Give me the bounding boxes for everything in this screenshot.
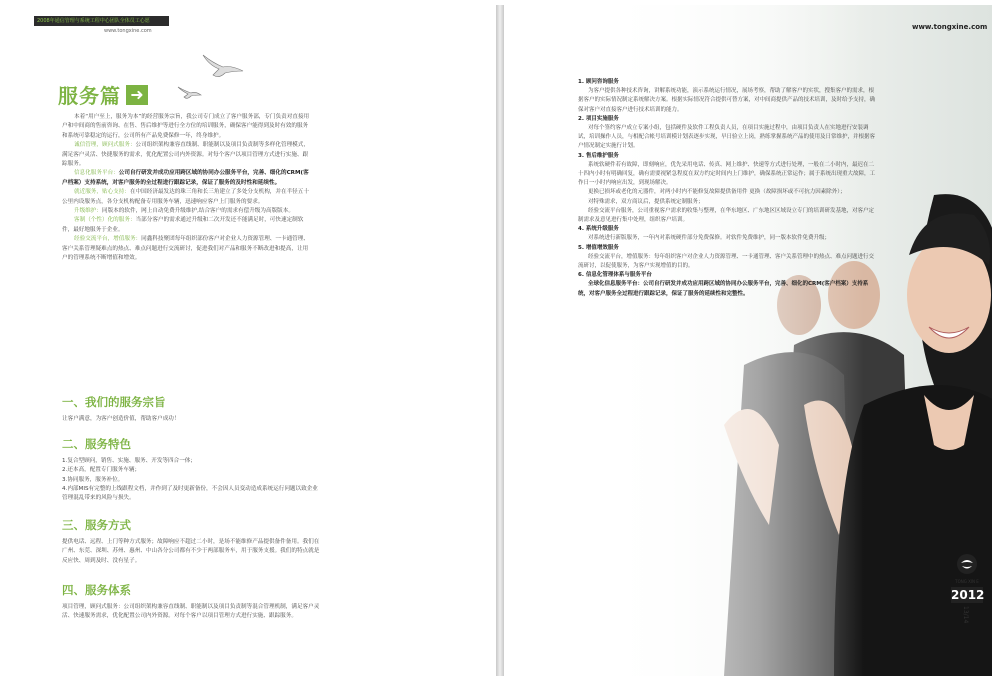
right-page [504, 5, 992, 676]
left-page [8, 5, 496, 676]
section-heading: 四、服务体系 [62, 583, 131, 597]
intro-text-run: 升级维护： [74, 208, 102, 215]
logo-block [951, 553, 983, 623]
company-logo-icon [956, 553, 978, 575]
service-text: 为客户提供各种技术咨询，讲解系统功能，演示系统运行情况，展场考察，帮助了解客户的实状，搜集客户的需求，根据客户的实际情况制定系统解决方案。根据实际情况符合提供可替方案，对中间商提供产品的技术培训，及时给予支持，确保对客户对直接客户进行技术培训的能力。 [578, 88, 876, 113]
section-line: 提供电话、远程、上门等种方式服务；故障响应不超过二小时，是场不能维修产品提供备件备用。我们在广州、东莞、深圳、苏州、惠州、中山各分公司都有不少于两部服务车，用于服务支援。我们的特点就是反应快、周到及时、没有星子。 [62, 539, 320, 564]
section-purpose [62, 394, 322, 424]
service-heading: 1. 顾问咨询服务 [578, 79, 619, 85]
section-body [62, 603, 322, 622]
section-methods [62, 517, 322, 566]
website-url: www.tongxine.com [912, 23, 988, 31]
section-system [62, 582, 322, 622]
section-line: 4.内部MIS有完整的上线跟程文档，并作到了及时更新备份，不会因人员变动造成系统运行问题以致企业管理混乱带来的风险与损失。 [62, 485, 318, 502]
intro-paragraph [62, 188, 312, 207]
intro-paragraph [62, 207, 312, 216]
intro-paragraph [62, 141, 312, 169]
header-bar: 2008年通信管理与系统工程中心团队全体员工心愿 [34, 16, 169, 26]
section-features [62, 436, 322, 503]
intro-paragraph [62, 216, 312, 235]
section-line: 3.协同服务，服务补位。 [62, 476, 124, 483]
seagulls-illustration [173, 45, 273, 105]
intro-text-run: 在中国经济最发达的珠三角和长三角建立了多处分支机构，并在半径五十公里内设服务点，各分支机构配备专用服务车辆，迅速响应客户上门服务的要求。 [62, 189, 309, 205]
service-heading: 4. 系统升级服务 [578, 226, 619, 233]
page-title [58, 80, 148, 109]
service-heading: 6. 信息化管理体系与服务平台 [578, 272, 652, 279]
service-text: 系统软硬件若有故障，即刻响应，优先采用电话、传真、网上维护、快速等方式进行处理，一般在二小时内，最迟在二十四内小时有明确回复，确有需要视紧急程度在双方约定时间内上门维护，确保系统正常运作；属于系统出现重大故障，工作日一小时内响应出发，到现场解决。 [578, 161, 876, 187]
intro-text-run: 公司组织架构兼容直线制、职能制以及项目负责制等多样化管理模式，满足客户灵活、快捷服务的需求，优化配置公司内外资源。对每个客户以项目管理方式进行实施、跟踪服务。 [62, 142, 309, 168]
intro-text-run: 当部分客户的需求通过升级和二次开发还不能满足时，可快速定制软件，最好地服务于企业。 [62, 217, 304, 233]
intro-text [62, 113, 312, 264]
intro-text-run: 就近服务，贴心支持： [74, 189, 130, 196]
intro-paragraph [62, 169, 312, 188]
service-text: 经验交流平台，增值服务：每年组织客户对企业人力资源管理、一卡通管理、客户关系管理中的热点、难点问题进行交流研讨，以促使服务，为客户实现增值的目的。 [578, 253, 875, 270]
section-body [62, 415, 322, 424]
intro-paragraph [62, 235, 312, 263]
intro-text-run: 经验交流平台，增值服务： [74, 236, 142, 243]
intro-text-run: 信息化服务平台： [74, 170, 119, 177]
service-text: 全球化信息服务平台：公司自行研发并成功应用跨区域的协同办公服务平台，完善、细化的CRM(客户档案）支持系统，对客户服务全过程进行跟踪记录，保证了服务的延续性和完整性。 [578, 281, 869, 297]
page-number: 13/14 [962, 606, 969, 624]
section-body [62, 538, 322, 566]
section-line: 1.复合型顾问，销售、实施、服务、开发等四合一体； [62, 458, 196, 464]
service-text: 对系统进行新版服务，一年内对系统硬件部分免费保修。对软件免费维护，同一版本软件免费升级； [588, 235, 831, 242]
service-heading: 3. 售后维护服务 [578, 152, 619, 159]
service-text: 对每个签约客户成立专案小组，包括硬件及软件工程负责人员，在项目实施过程中，由项目负责人在实地进行安装调试，培训操作人员，与相配合帐号培训模计划表逐步实现，早日验立上岗，熟练掌握系统产品的使用及日常维护，并根据客户情况制定实施行计划。 [578, 125, 876, 150]
arrow-right-icon: ➜ [126, 85, 148, 105]
intro-text-run: 客制（个性）化的服务： [74, 217, 136, 224]
section-heading: 一、我们的服务宗旨 [62, 395, 166, 409]
title-text: 服务篇 [58, 84, 121, 108]
year-badge: 2012 [951, 588, 985, 602]
brochure-spread [8, 5, 992, 676]
section-line: 让客户满意，为客户创造价值，帮助客户成功！ [62, 416, 180, 422]
intro-text-run: 公司自行研发并成功应用跨区域的协同办公服务平台，完善、细化的CRM(客户档案）支持系统，对客户服务的全过程进行跟踪记录，保证了服务的及时性和延续性。 [62, 170, 309, 186]
intro-text-run: 本着“用户至上，服务为本”的经营服务宗旨，我公司专门成立了客户服务部，专门负责对直接用户和中间商的售前咨询、在售、售后维护等进行全方位的培训服务，确保客户能得到及时有效的服务和系统可靠稳定的运行，公司所有产品免费保修一年，终身维护。 [62, 114, 310, 139]
section-heading: 三、服务方式 [62, 518, 131, 532]
section-body [62, 457, 322, 503]
section-line: 项目管理，顾问式服务：公司组织架构兼容直线制、职能制以及项目负责制等混合管理机制，满足客户灵活、快速服务需求，优化配置公司内外资源。对每个客户以项目管理方式进行实施、跟踪服务。 [62, 604, 320, 620]
service-heading: 2. 项目实施服务 [578, 115, 619, 122]
intro-text-run: 同版本的软件，网上自动免费升级维护,结合客户的需求有偿升级为高版版本。 [101, 208, 294, 215]
logo-text: TONG XIN E [955, 579, 979, 584]
section-line: 2.还本高，配置专门服务车辆； [62, 467, 141, 474]
service-heading: 5. 增值增效服务 [578, 244, 619, 251]
header-url: www.tongxine.com [104, 28, 152, 34]
service-list [578, 78, 878, 299]
service-text: 对特殊需求，双方商议后，提供系统定制服务； [588, 198, 704, 205]
service-text: 经验交流平台服务，公司重视客户需求的收集与整理，在华东地区、广东地区区域设立专门的培训研发基地，对客户定制需求及意见进行集中处理，组织客户培训。 [578, 207, 875, 224]
intro-text-run: 诚信管理，顾问式服务： [74, 142, 136, 149]
service-text: 更换已损坏或老化的元器件，对两小时内不能修复故障提供备用件 更换（故障损坏或不可抗力因素除外）； [588, 189, 846, 196]
intro-text-run: 同鑫科技聚团每年组织部份客户对企业人力资源管理、一卡通管理、客户关系管理疑难点的热点、难点问题进行交流研讨，促进我们对产品和服务不断改进和提高，让用户的管理系统不断增值和增效。 [62, 236, 309, 262]
section-heading: 二、服务特色 [62, 437, 131, 451]
intro-paragraph [62, 113, 312, 141]
page-gutter [496, 5, 504, 676]
